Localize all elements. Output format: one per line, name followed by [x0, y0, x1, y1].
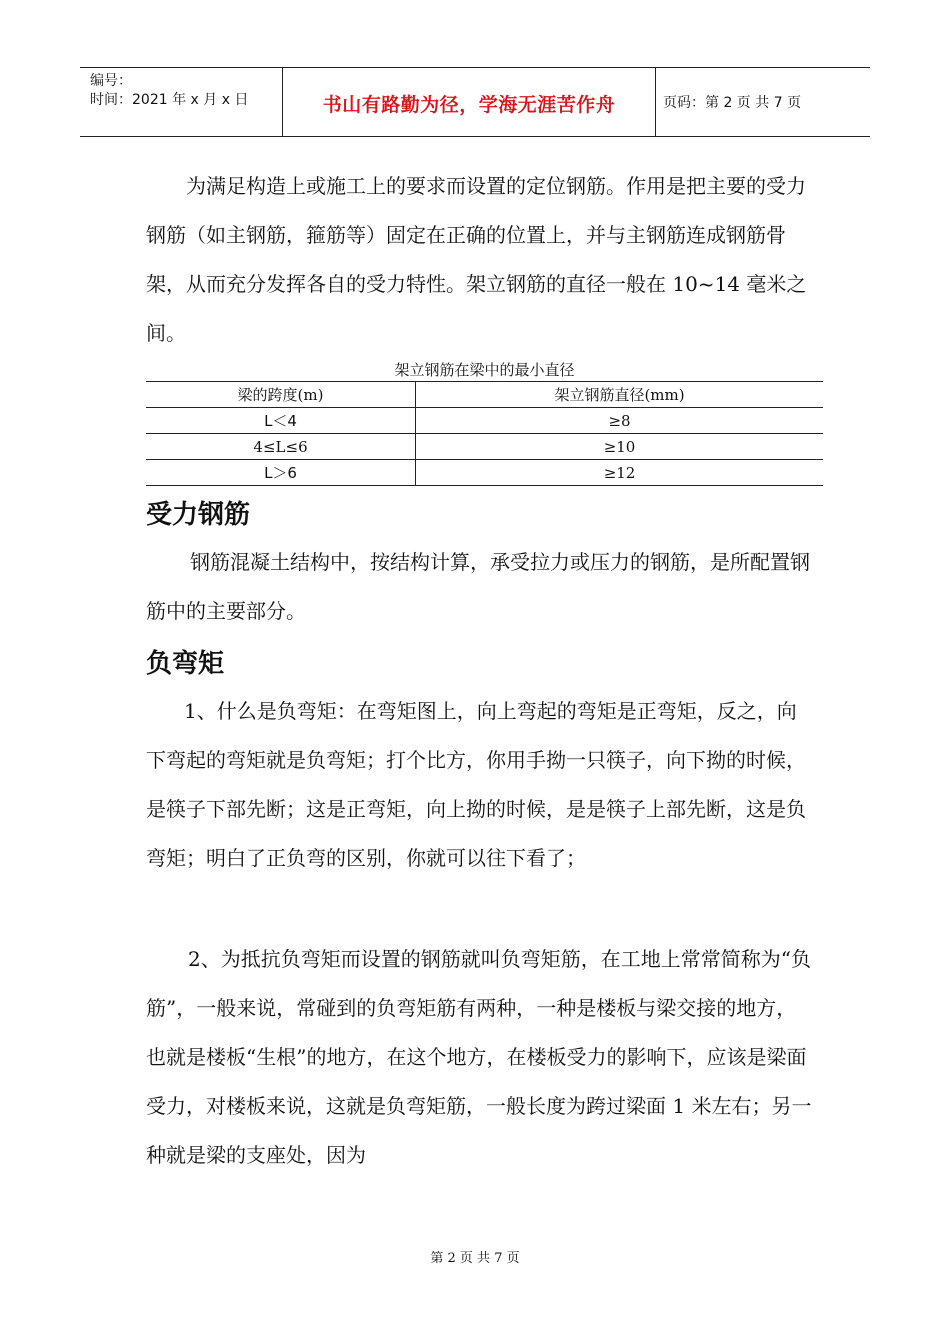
header-page-label: 页码：第 2 页 共 7 页 — [663, 95, 802, 111]
section2-paragraph-2: 2、为抵抗负弯矩而设置的钢筋就叫负弯矩筋，在工地上常常简称为“负筋”，一般来说，常碰到的负弯矩筋有两种，一种是楼板与梁交接的地方，也就是楼板“生根”的地方，在这个地方，在楼板受力的影响下，应该是梁面受力，对楼板来说，这就是负弯矩筋，一般长度为跨过梁面 1 米左右；另一种就是梁的支座处，因为 — [146, 947, 812, 1167]
section1-paragraph: 钢筋混凝土结构中，按结构计算，承受拉力或压力的钢筋，是所配置钢筋中的主要部分。 — [146, 550, 810, 623]
table-cell-span: L＞6 — [146, 460, 416, 486]
number-label: 编号： — [90, 73, 132, 89]
table-row — [146, 460, 823, 486]
page-header — [80, 67, 870, 137]
table-header-row — [146, 382, 823, 408]
header-left-cell — [80, 68, 282, 136]
table-caption: 架立钢筋在梁中的最小直径 — [394, 361, 575, 379]
header-motto: 书山有路勤为径，学海无涯苦作舟 — [322, 94, 616, 116]
time-label: 时间：2021 年 x 月 x 日 — [90, 92, 249, 108]
table-header-span: 梁的跨度(m) — [146, 382, 416, 408]
table-cell-span: L＜4 — [146, 408, 416, 434]
section2-paragraph-1: 1、什么是负弯矩：在弯矩图上，向上弯起的弯矩是正弯矩，反之，向下弯起的弯矩就是负弯矩；打个比方，你用手拗一只筷子，向下拗的时候，是筷子下部先断；这是正弯矩，向上拗的时候，是是筷子上部先断，这是负弯矩；明白了正负弯的区别，你就可以往下看了； — [146, 699, 806, 870]
table-row — [146, 408, 823, 434]
table-row — [146, 434, 823, 460]
table-cell-diameter: ≥10 — [416, 434, 823, 460]
section-title-negative-moment: 负弯矩 — [146, 649, 225, 679]
intro-paragraph: 为满足构造上或施工上的要求而设置的定位钢筋。作用是把主要的受力钢筋（如主钢筋，箍筋等）固定在正确的位置上，并与主钢筋连成钢筋骨架，从而充分发挥各自的受力特性。架立钢筋的直径一般在 10~14 毫米之间。 — [146, 174, 807, 345]
section-title-stressed-rebar: 受力钢筋 — [146, 500, 251, 530]
table-header-diameter: 架立钢筋直径(mm) — [416, 382, 823, 408]
header-right-cell — [655, 68, 870, 136]
table-cell-diameter: ≥8 — [416, 408, 823, 434]
table-cell-diameter: ≥12 — [416, 460, 823, 486]
rebar-diameter-table — [146, 381, 823, 486]
header-center-cell — [282, 68, 656, 136]
page-footer: 第 2 页 共 7 页 — [430, 1251, 520, 1266]
table-cell-span: 4≤L≤6 — [146, 434, 416, 460]
